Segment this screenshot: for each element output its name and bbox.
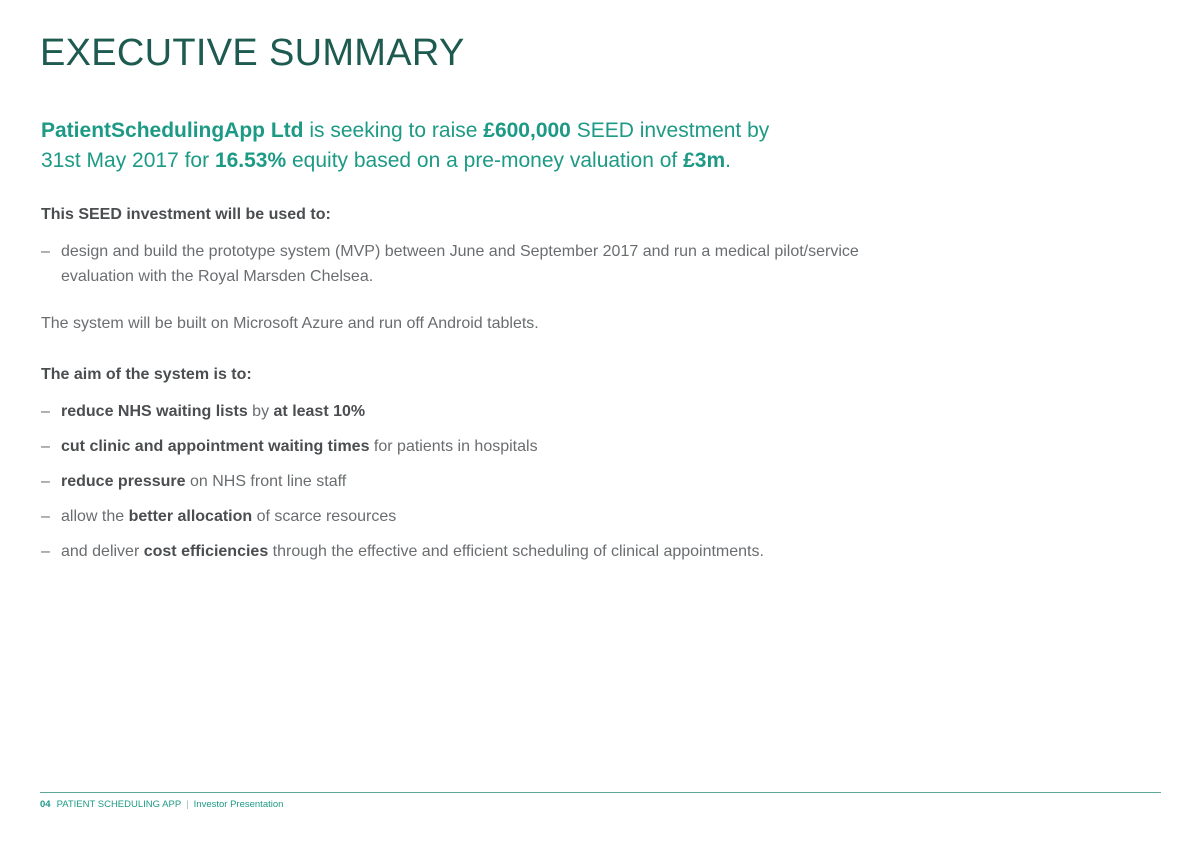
aim-text: by (247, 403, 274, 420)
lead-text: 31st May 2017 for (41, 149, 215, 172)
dash-bullet: – (41, 243, 50, 260)
lead-statement (41, 116, 1041, 176)
aim-item (41, 504, 1041, 529)
aim-text: for patients in hospitals (369, 438, 538, 455)
footer-divider (40, 792, 1161, 793)
aim-text: through the effective and efficient scheduling of clinical appointments. (268, 543, 764, 560)
aim-text: of scarce resources (252, 508, 397, 525)
footer-app-name: PATIENT SCHEDULING APP (56, 799, 182, 810)
dash-bullet: – (41, 473, 50, 490)
lead-text: equity based on a pre-money valuation of (286, 149, 684, 172)
aim-bold: reduce NHS waiting lists (61, 403, 248, 420)
investment-heading: This SEED investment will be used to: (41, 206, 331, 223)
page-title: EXECUTIVE SUMMARY (40, 32, 465, 74)
company-name: PatientSchedulingApp Ltd (41, 119, 304, 142)
footer-doc-name: Investor Presentation (193, 799, 284, 810)
footer (40, 799, 283, 810)
investment-line: design and build the prototype system (MVP) between June and September 2017 and run a medical pilot/service (61, 243, 859, 260)
aim-bold: at least 10% (273, 403, 366, 420)
lead-text: is seeking to raise (303, 119, 484, 142)
aim-item (41, 469, 1041, 494)
dash-bullet: – (41, 438, 50, 455)
raise-amount: £600,000 (483, 119, 571, 142)
footer-separator: | (186, 799, 189, 810)
aim-text: on NHS front line staff (185, 473, 347, 490)
aim-item (41, 399, 1041, 424)
aim-bold: cost efficiencies (143, 543, 269, 560)
lead-text: . (725, 149, 731, 172)
aim-item (41, 539, 1041, 564)
lead-text: SEED investment by (570, 119, 770, 142)
equity-percent: 16.53% (214, 149, 287, 172)
platform-text: The system will be built on Microsoft Azure and run off Android tablets. (41, 315, 539, 332)
aim-bold: reduce pressure (61, 473, 186, 490)
page-number: 04 (40, 799, 51, 810)
investment-line: evaluation with the Royal Marsden Chelsea. (61, 268, 374, 285)
dash-bullet: – (41, 543, 50, 560)
aims-heading: The aim of the system is to: (41, 366, 252, 383)
aim-bold: better allocation (128, 508, 253, 525)
aim-text: allow the (61, 508, 129, 525)
dash-bullet: – (41, 403, 50, 420)
dash-bullet: – (41, 508, 50, 525)
aim-item (41, 434, 1041, 459)
aim-bold: cut clinic and appointment waiting times (61, 438, 370, 455)
investment-item (41, 239, 1041, 289)
aim-text: and deliver (61, 543, 144, 560)
valuation: £3m (683, 149, 726, 172)
